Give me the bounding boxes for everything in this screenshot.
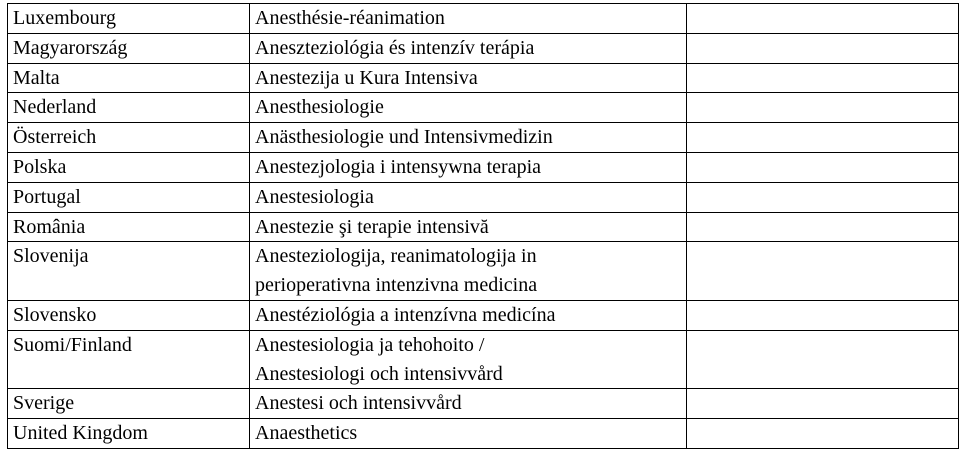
specialty-name-line: Anesthesiologie [255,96,384,119]
specialty-name-line: Anestesiologia ja tehohoito / [255,333,485,356]
table-row [8,63,959,93]
specialty-name-cell [250,182,687,212]
specialty-table [7,3,959,449]
empty-cell [687,152,959,182]
country-cell: Luxembourg [8,4,250,34]
empty-cell [687,300,959,330]
country-cell: United Kingdom [8,419,250,449]
specialty-name-cell [250,93,687,123]
specialty-name-line: Anestesiologia [255,185,374,208]
country-cell: Portugal [8,182,250,212]
country-cell: Nederland [8,93,250,123]
specialty-name-line: Anesteziologija, reanimatologija in [255,245,537,268]
specialty-name-cell [250,63,687,93]
specialty-name-cell [250,330,687,389]
specialty-name-line: Anestezie şi terapie intensivă [255,215,489,238]
empty-cell [687,242,959,301]
specialty-name-line: Anesthésie-réanimation [255,7,445,29]
specialty-name-line: Anestezjologia i intensywna terapia [255,155,542,178]
country-cell: Polska [8,152,250,182]
specialty-name-line: perioperativna intenzivna medicina [255,274,538,297]
specialty-name-line: Anestéziológia a intenzívna medicína [255,303,556,326]
empty-cell [687,419,959,449]
country-cell: România [8,212,250,242]
table-row [8,182,959,212]
specialty-name-line: Anestesi och intensivvård [255,392,462,415]
country-cell: Magyarország [8,33,250,63]
table-row [8,33,959,63]
table-row [8,330,959,389]
specialty-name-line: Anästhesiologie und Intensivmedizin [255,126,553,149]
empty-cell [687,93,959,123]
empty-cell [687,182,959,212]
empty-cell [687,33,959,63]
specialty-name-cell [250,123,687,153]
table-row [8,152,959,182]
table-row [8,242,959,301]
empty-cell [687,330,959,389]
table-row [8,419,959,449]
table-row [8,123,959,153]
specialty-name-line: Aneszteziológia és intenzív terápia [255,36,535,59]
specialty-name-line: Anaesthetics [255,422,358,445]
empty-cell [687,212,959,242]
specialty-name-cell [250,419,687,449]
table-row [8,389,959,419]
specialty-name-cell [250,242,687,301]
specialty-name-cell [250,152,687,182]
table-row [8,93,959,123]
table-row [8,4,959,34]
specialty-name-cell [250,33,687,63]
specialty-name-cell [250,389,687,419]
specialty-name-line: Anestezija u Kura Intensiva [255,66,478,89]
country-cell: Malta [8,63,250,93]
empty-cell [687,389,959,419]
empty-cell [687,4,959,34]
specialty-name-cell [250,4,687,34]
country-cell: Suomi/Finland [8,330,250,389]
empty-cell [687,123,959,153]
country-cell: Sverige [8,389,250,419]
specialty-name-cell [250,300,687,330]
country-cell: Österreich [8,123,250,153]
country-cell: Slovenija [8,242,250,301]
empty-cell [687,63,959,93]
specialty-name-line: Anestesiologi och intensivvård [255,362,503,385]
table-row [8,300,959,330]
specialty-name-cell [250,212,687,242]
country-cell: Slovensko [8,300,250,330]
table-row [8,212,959,242]
